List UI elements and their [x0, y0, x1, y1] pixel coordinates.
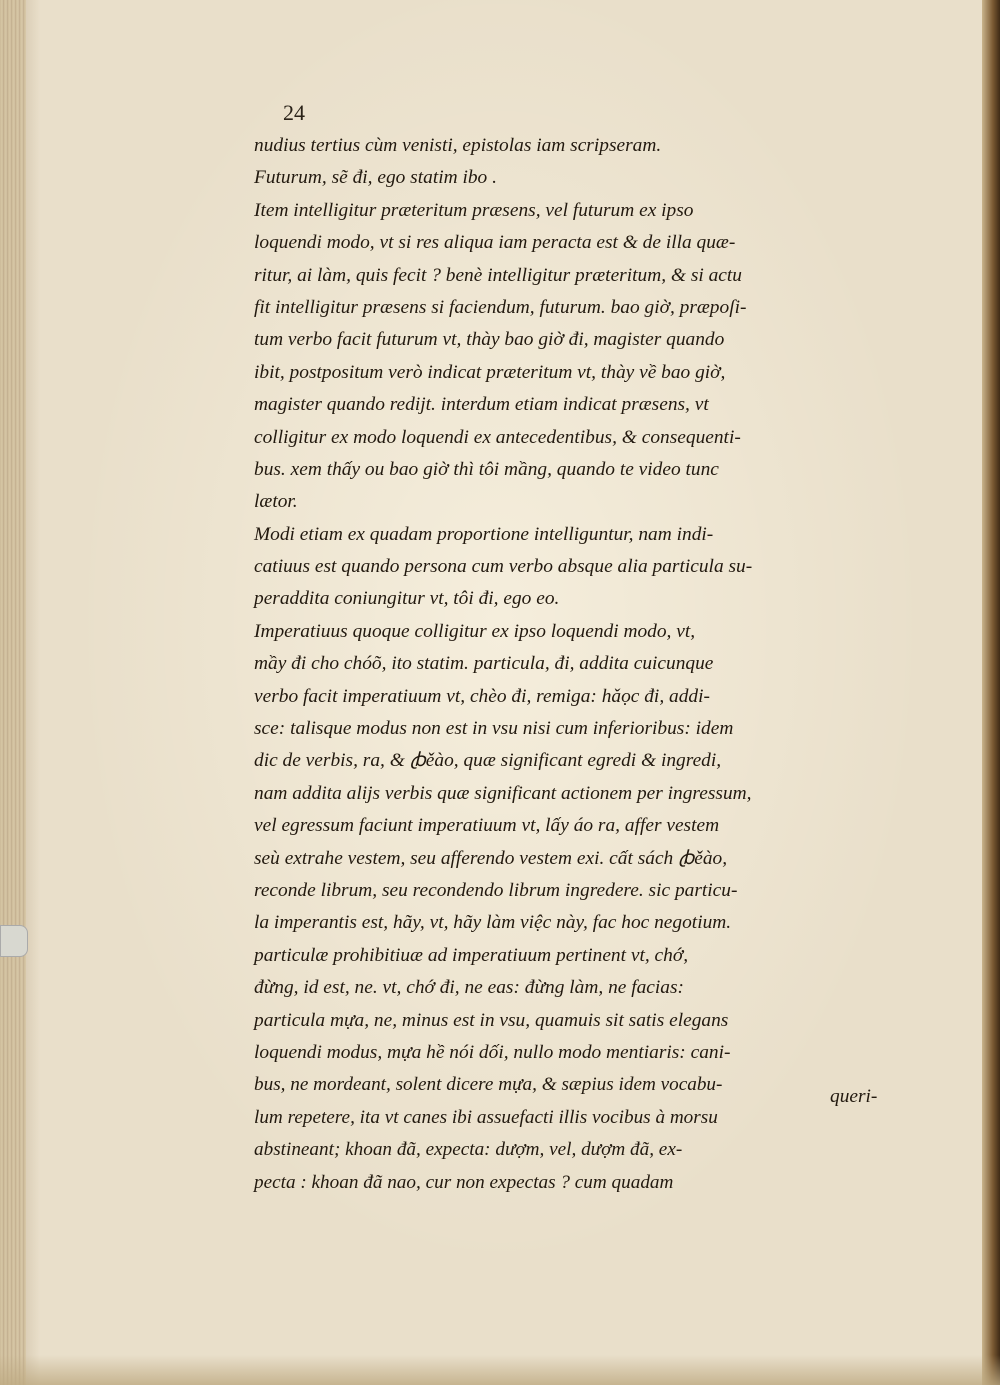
text-line: tum verbo facit futurum vt, thày bao giờ đi, magister quando: [254, 329, 725, 351]
text-block: [254, 130, 904, 1199]
page-clip: [0, 925, 28, 957]
text-line: lum repetere, ita vt canes ibi assuefacti illis vocibus à morsu: [254, 1106, 718, 1128]
text-line: Item intelligitur præteritum præsens, vel futurum ex ipso: [254, 199, 694, 221]
page-gutter: [0, 0, 26, 1385]
text-line: pecta : khoan đã nao, cur non expectas ? cum quadam: [254, 1171, 674, 1193]
text-line: la imperantis est, hãy, vt, hãy làm việc này, fac hoc negotium.: [254, 912, 732, 934]
text-line: reconde librum, seu recondendo librum ingredere. sic particu-: [254, 879, 738, 901]
text-line: Modi etiam ex quadam proportione intelliguntur, nam indi-: [254, 523, 714, 545]
text-line: peraddita coniungitur vt, tôi đi, ego eo.: [254, 588, 560, 610]
text-line: loquendi modus, mựa hề nói dối, nullo modo mentiaris: cani-: [254, 1041, 731, 1063]
text-line: fit intelligitur præsens si faciendum, futurum. bao giờ, præpoſi-: [254, 296, 747, 318]
text-line: verbo facit imperatiuum vt, chèo đi, remiga: hǎọc đi, addi-: [254, 685, 710, 707]
text-line: ritur, ai làm, quis fecit ? benè intelligitur præteritum, & si actu: [254, 264, 742, 286]
text-line: mầy đi cho chóõ, ito statim. particula, đi, addita cuicunque: [254, 653, 714, 675]
text-line: ibit, postpositum verò indicat præteritum vt, thày về bao giờ,: [254, 361, 726, 383]
text-line: loquendi modo, vt si res aliqua iam peracta est & de illa quæ-: [254, 232, 736, 254]
text-line: sce: talisque modus non est in vsu nisi cum inferioribus: idem: [254, 718, 734, 740]
catchword: queri-: [830, 1086, 878, 1107]
text-line: dic de verbis, ra, & ꞗěào, quæ significant egredi & ingredi,: [254, 750, 722, 772]
page-bottom-edge: [0, 1355, 1000, 1385]
text-line: particulæ prohibitiuæ ad imperatiuum pertinent vt, chớ,: [254, 944, 689, 966]
text-line: colligitur ex modo loquendi ex antecedentibus, & consequenti-: [254, 426, 741, 448]
text-line: seù extrahe vestem, seu afferendo vestem exi. cất sách ꞗěào,: [254, 847, 728, 869]
text-line: lætor.: [254, 491, 298, 513]
text-line: nam addita alijs verbis quæ significant actionem per ingressum,: [254, 782, 752, 804]
text-line: đừng, id est, ne. vt, chớ đi, ne eas: đừng làm, ne facias:: [254, 977, 685, 999]
text-line: catiuus est quando persona cum verbo absque alia particula su-: [254, 556, 753, 578]
text-line: Futurum, sẽ đi, ego statim ibo .: [254, 167, 497, 189]
text-line: nudius tertius cùm venisti, epistolas iam scripseram.: [254, 135, 662, 156]
page-edge: [982, 0, 1000, 1385]
text-line: bus, ne mordeant, solent dicere mựa, & sæpius idem vocabu-: [254, 1074, 723, 1096]
text-line: Imperatiuus quoque colligitur ex ipso loquendi modo, vt,: [254, 620, 696, 642]
text-line: magister quando rediјt. interdum etiam indicat præsens, vt: [254, 394, 709, 416]
text-line: abstineant; khoan đã, expecta: dượm, vel, dượm đã, ex-: [254, 1139, 683, 1161]
page-number: 24: [283, 100, 305, 125]
text-line: bus. xem thấy ou bao giờ thì tôi mầng, quando te video tunc: [254, 458, 719, 480]
text-line: particula mựa, ne, minus est in vsu, quamuis sit satis elegans: [254, 1009, 729, 1031]
text-line: vel egressum faciunt imperatiuum vt, lấy áo ra, affer vestem: [254, 815, 720, 837]
